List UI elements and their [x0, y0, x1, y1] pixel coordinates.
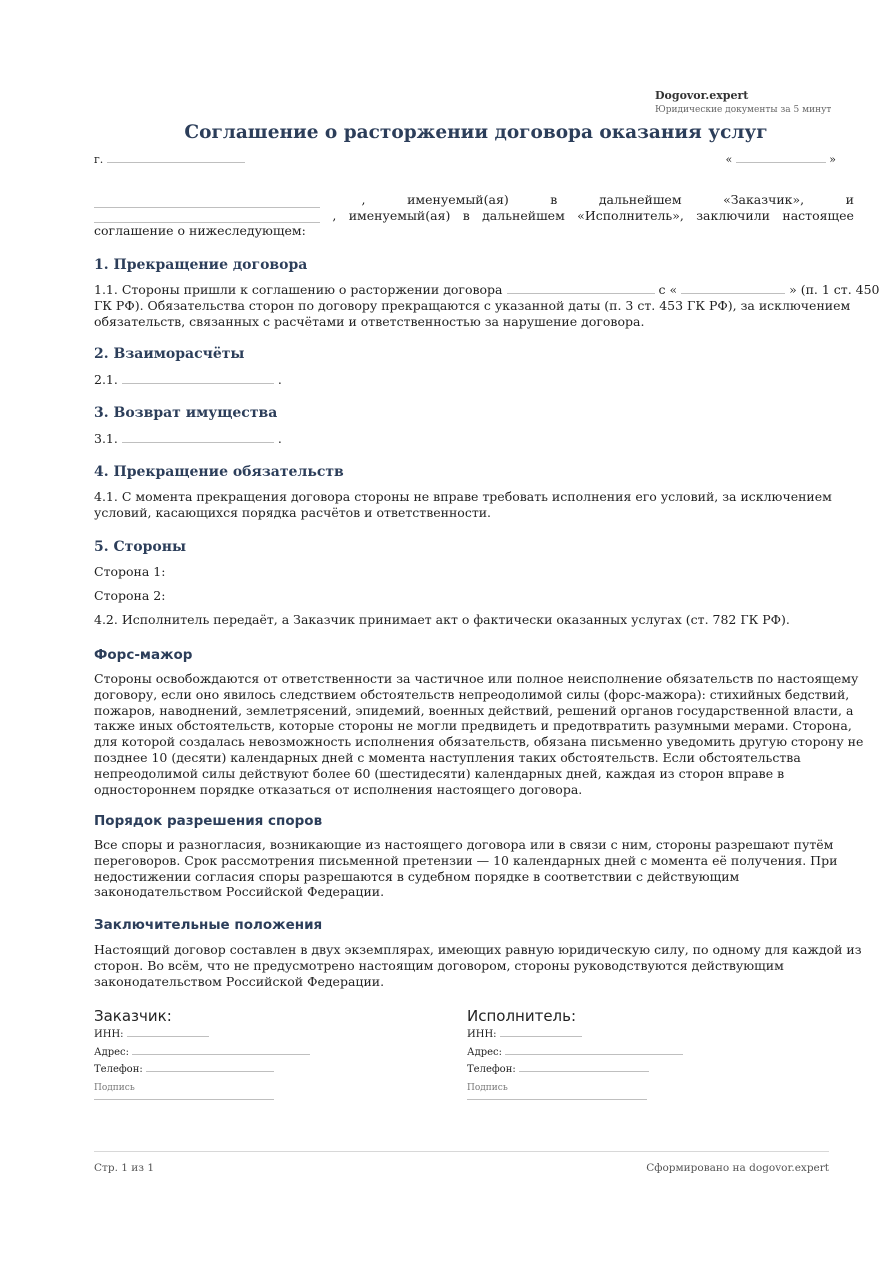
intro-word: «Заказчик»,: [723, 192, 805, 207]
s1-text-a: 1.1. Стороны пришли к соглашению о расторжении договора: [94, 282, 503, 297]
intro-word: заключили: [696, 207, 771, 223]
intro-word: дальнейшем: [598, 192, 682, 207]
page-number: Стр. 1 из 1: [94, 1162, 155, 1174]
intro-word: ,: [361, 192, 366, 207]
customer-inn-label: ИНН:: [94, 1029, 124, 1040]
contractor-address-row: [467, 1044, 807, 1062]
force-majeure-text: [94, 671, 874, 797]
disputes-heading: Порядок разрешения споров: [94, 813, 323, 829]
final-line: Настоящий договор составлен в двух экземплярах, имеющих равную юридическую силу, по одному для каждой из: [94, 942, 862, 957]
contract-ref-blank[interactable]: [507, 281, 655, 294]
disputes-line: недостижении согласия споры разрешаются в судебном порядке в соответствии с действующим: [94, 868, 740, 884]
footer-divider: [94, 1151, 829, 1152]
brand-tagline: Юридические документы за 5 минут: [655, 105, 832, 115]
contractor-inn-row: [467, 1026, 807, 1044]
intro-word: именуемый(ая): [407, 192, 509, 207]
force-line: Стороны освобождаются от ответственности за частичное или полное неисполнение обязательств по настоящему: [94, 671, 859, 686]
intro-word: и: [845, 192, 854, 207]
final-line: сторон. Во всём, что не предусмотрено настоящим договором, стороны руководствуются действующим: [94, 957, 784, 973]
force-line: для которой создалась невозможность исполнения обязательств, обязана письменно уведомить другую сторону не: [94, 734, 864, 750]
customer-phone-label: Телефон:: [94, 1064, 143, 1075]
party-2-label: Сторона 2:: [94, 588, 166, 603]
section-1-line-1: [94, 281, 880, 298]
contractor-phone-field[interactable]: [519, 1061, 649, 1072]
section-1-text: [94, 281, 880, 329]
customer-address-row: [94, 1044, 434, 1062]
section-1-heading: 1. Прекращение договора: [94, 257, 308, 273]
date-open-quote: «: [725, 153, 733, 166]
customer-phone-field[interactable]: [146, 1061, 274, 1072]
contractor-signature-label: Подпись: [467, 1082, 508, 1093]
force-line: пожаров, наводнений, землетрясений, эпидемий, военных действий, решений органов государственной власти, а: [94, 702, 854, 718]
act-clause: 4.2. Исполнитель передаёт, а Заказчик принимает акт о фактически оказанных услугах (ст. 782 ГК РФ).: [94, 612, 790, 627]
s2-end: .: [277, 372, 282, 387]
intro-word: «Исполнитель»,: [577, 207, 684, 223]
final-provisions-heading: Заключительные положения: [94, 917, 323, 933]
section-2-text: [94, 371, 874, 388]
force-line: непреодолимой силы действуют более 60 (шестидесяти) календарных дней, каждая из сторон вправе в: [94, 765, 785, 781]
customer-signature-block: [94, 1006, 434, 1100]
customer-inn-row: [94, 1026, 434, 1044]
section-5-heading: 5. Стороны: [94, 539, 187, 555]
s2-number: 2.1.: [94, 372, 118, 387]
date-field: [726, 150, 836, 168]
contractor-phone-label: Телефон:: [467, 1064, 516, 1075]
termination-date-blank[interactable]: [681, 281, 785, 294]
section-2-heading: 2. Взаиморасчёты: [94, 346, 245, 362]
contractor-inn-field[interactable]: [500, 1026, 582, 1037]
final-line: законодательством Российской Федерации.: [94, 973, 385, 989]
footer-generated-note: Сформировано на dogovor.expert: [646, 1162, 829, 1174]
property-return-blank[interactable]: [122, 430, 274, 443]
section-1-line-3: обязательств, связанных с расчётами и ответственностью за нарушение договора.: [94, 313, 645, 329]
section-3-heading: 3. Возврат имущества: [94, 405, 278, 421]
city-blank[interactable]: [107, 150, 245, 163]
contractor-address-field[interactable]: [505, 1044, 683, 1055]
intro-line-2: [94, 208, 854, 224]
customer-inn-field[interactable]: [127, 1026, 209, 1037]
force-majeure-heading: Форс-мажор: [94, 647, 193, 663]
intro-word: в: [462, 207, 470, 223]
party-1-label: Сторона 1:: [94, 564, 166, 579]
intro-word: в: [550, 192, 558, 207]
contractor-phone-row: [467, 1061, 807, 1079]
intro-word: настоящее: [782, 207, 854, 223]
disputes-line: Все споры и разногласия, возникающие из настоящего договора или в связи с ним, стороны разрешают путём: [94, 837, 834, 852]
force-line: позднее 10 (десяти) календарных дней с момента наступления таких обстоятельств. Если обстоятельства: [94, 749, 801, 765]
city-date-row: [94, 150, 836, 168]
force-line: договору, если оно явилось следствием обстоятельств непреодолимой силы (форс-мажора): стихийных бедствий,: [94, 686, 850, 702]
s3-end: .: [277, 431, 282, 446]
s3-number: 3.1.: [94, 431, 118, 446]
customer-address-label: Адрес:: [94, 1046, 130, 1058]
customer-signature-label: Подпись: [94, 1082, 135, 1093]
contractor-signature-block: [467, 1006, 807, 1100]
s1-text-c: » (п. 1 ст. 450: [789, 282, 880, 297]
section-4-heading: 4. Прекращение обязательств: [94, 464, 344, 480]
customer-name-blank[interactable]: [94, 195, 320, 208]
customer-title: Заказчик:: [94, 1007, 172, 1025]
customer-phone-row: [94, 1061, 434, 1079]
force-line: одностороннем порядке отказаться от исполнения настоящего договора.: [94, 781, 583, 797]
settlement-blank[interactable]: [122, 371, 274, 384]
intro-word: именуемый(ая): [348, 207, 451, 223]
disputes-line: переговоров. Срок рассмотрения письменной претензии — 10 календарных дней с момента её получения. При: [94, 852, 838, 868]
s1-text-b: с «: [658, 282, 678, 297]
brand-block: [655, 88, 855, 118]
intro-word: дальнейшем: [482, 207, 565, 223]
section-1-line-2: ГК РФ). Обязательства сторон по договору прекращаются с указанной даты (п. 3 ст. 453 ГК РФ), за исключением: [94, 297, 851, 313]
contractor-title: Исполнитель:: [467, 1007, 577, 1025]
contractor-name-blank[interactable]: [94, 210, 320, 223]
intro-line-3: соглашение о нижеследующем:: [94, 223, 306, 238]
intro-line-1: [94, 192, 854, 208]
section-4-line-1: 4.1. С момента прекращения договора стороны не вправе требовать исполнения его условий, за исключением: [94, 489, 832, 504]
date-blank[interactable]: [736, 150, 826, 163]
section-4-text: [94, 489, 874, 521]
contractor-inn-label: ИНН:: [467, 1029, 497, 1040]
intro-word: ,: [332, 207, 337, 223]
customer-address-field[interactable]: [132, 1044, 310, 1055]
date-close-quote: »: [829, 153, 836, 166]
brand-name: Dogovor.expert: [655, 89, 749, 102]
section-3-text: [94, 430, 874, 447]
contractor-signature-line[interactable]: [467, 1095, 647, 1100]
final-provisions-text: [94, 942, 874, 989]
document-title: Соглашение о расторжении договора оказания услуг: [184, 122, 768, 143]
intro-paragraph: [94, 192, 854, 239]
disputes-line: законодательством Российской Федерации.: [94, 884, 385, 900]
customer-signature-line[interactable]: [94, 1095, 274, 1100]
force-line: также иных обстоятельств, которые стороны не могли предвидеть и предотвратить разумными мерами. Сторона,: [94, 718, 852, 734]
contractor-address-label: Адрес:: [467, 1046, 503, 1058]
city-prefix: г.: [94, 153, 104, 166]
disputes-text: [94, 837, 874, 900]
section-4-line-2: условий, касающихся порядка расчётов и ответственности.: [94, 504, 492, 520]
